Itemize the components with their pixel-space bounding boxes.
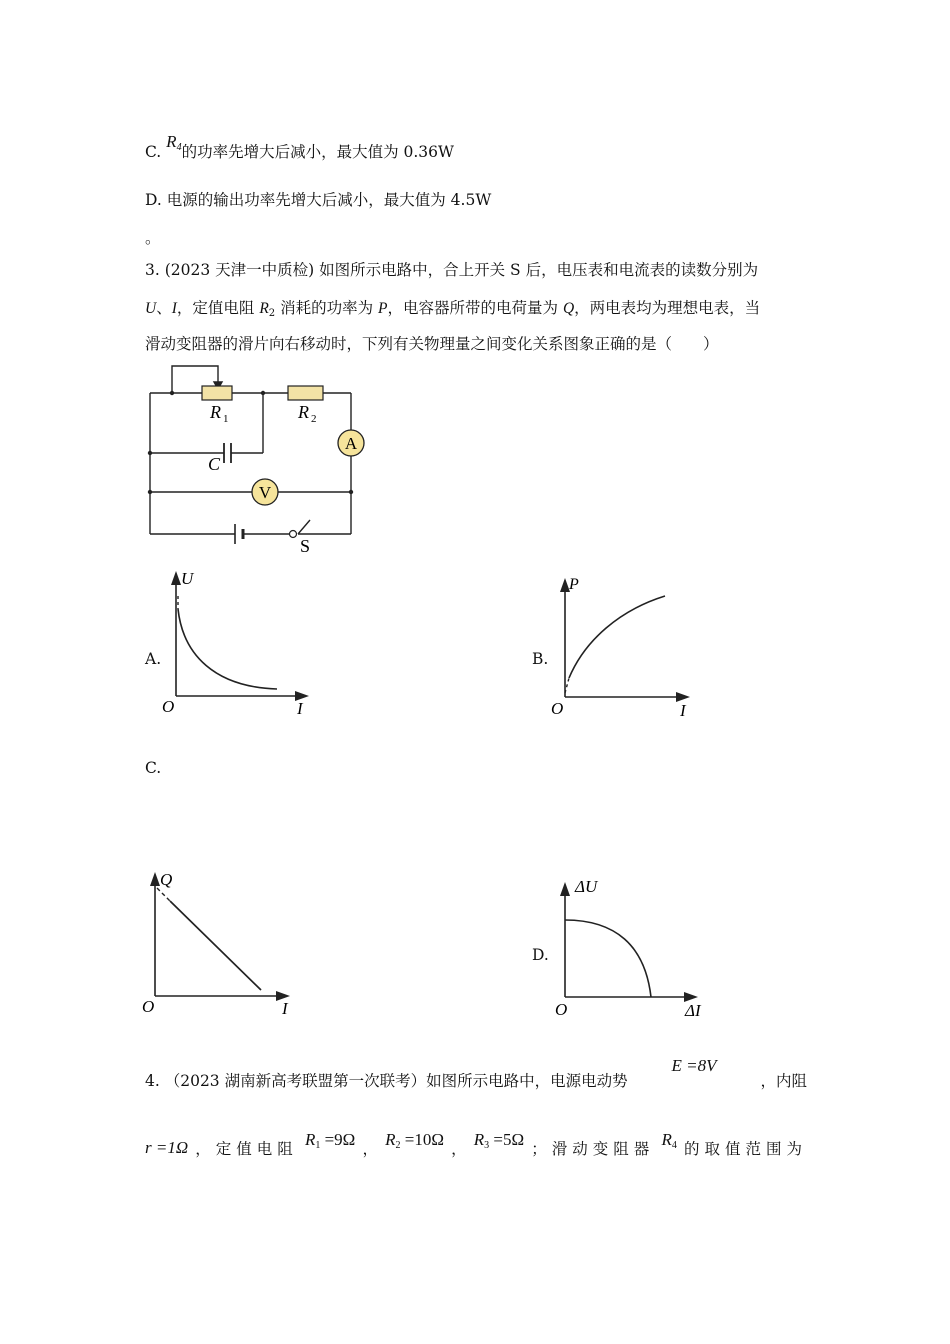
switch-label: S	[300, 536, 311, 556]
q4-r3: $R_3 =5\Omega$	[473, 1129, 525, 1151]
option-d-prev: D. 电源的输出功率先增大后减小，最大值为 4.5W	[145, 191, 492, 209]
voltmeter-label: V	[258, 483, 272, 502]
graph-a	[155, 565, 320, 720]
graph-d-origin: O	[555, 1000, 568, 1019]
graph-b-origin: O	[551, 699, 564, 718]
graph-d-label: D.	[532, 946, 549, 964]
q4-r-value: r =1Ω	[145, 1138, 189, 1157]
q4-line2: r =1Ω ，定值电阻 $R_1 =9\Omega$ ， $R_2 =10\Omega$ ， $R_3 =5\Omega$ ；滑动变阻器 $R_4$ 的取值范围为	[145, 1129, 807, 1158]
r2-label: R	[298, 402, 309, 422]
graph-c	[140, 866, 310, 1026]
q3-line1: 3. (2023 天津一中质检) 如图所示电路中，合上开关 S 后，电压表和电流表的读数分别为	[145, 261, 759, 279]
q4-emf: E =8V	[671, 1056, 717, 1075]
ammeter-label: A	[344, 434, 358, 453]
graph-a-x-label: I	[297, 699, 303, 718]
q4-r4: $R_4$	[661, 1129, 677, 1151]
graph-a-origin: O	[162, 697, 175, 716]
graph-c-x-label: I	[282, 999, 288, 1018]
graph-b-x-label: I	[680, 701, 686, 720]
graph-d	[545, 870, 720, 1020]
r2-sub: 2	[311, 413, 317, 425]
graph-a-label: A.	[145, 650, 162, 668]
q4-r1: $R_1 =9\Omega$	[304, 1129, 356, 1151]
graph-b-label: B.	[532, 650, 549, 668]
q3-line3: 滑动变阻器的滑片向右移动时，下列有关物理量之间变化关系图象正确的是（ ）	[145, 335, 719, 353]
graph-b	[545, 572, 705, 722]
r1-label: R	[210, 402, 221, 422]
q3-line2: U、I，定值电阻 $R_2$ 消耗的功率为 P，电容器所带的电荷量为 Q，两电表均为理想电表，当	[145, 299, 761, 319]
q4-r2: $R_2 =10\Omega$	[385, 1129, 444, 1151]
capacitor-label: C	[208, 454, 221, 474]
q4-line1: 4. （2023 湖南新高考联盟第一次联考）如图所示电路中，电源电动势 E =8V ，内阻	[145, 1056, 807, 1090]
graph-c-option-label: C.	[145, 759, 162, 777]
graph-c-y-label: Q	[160, 870, 173, 889]
end-mark: 。	[145, 229, 161, 247]
resistor-r2	[288, 386, 323, 400]
r1-sub: 1	[223, 413, 229, 425]
resistor-r1	[202, 386, 232, 400]
graph-a-y-label: U	[181, 569, 194, 588]
option-c-prev: C. $R_4$的功率先增大后减小，最大值为 0.36W	[145, 132, 454, 161]
graph-c-origin: O	[142, 997, 155, 1016]
graph-d-x-label: ΔI	[685, 1001, 701, 1020]
graph-d-y-label: ΔU	[575, 877, 598, 896]
circuit-diagram	[140, 358, 370, 558]
graph-b-y-label: P	[569, 576, 579, 593]
